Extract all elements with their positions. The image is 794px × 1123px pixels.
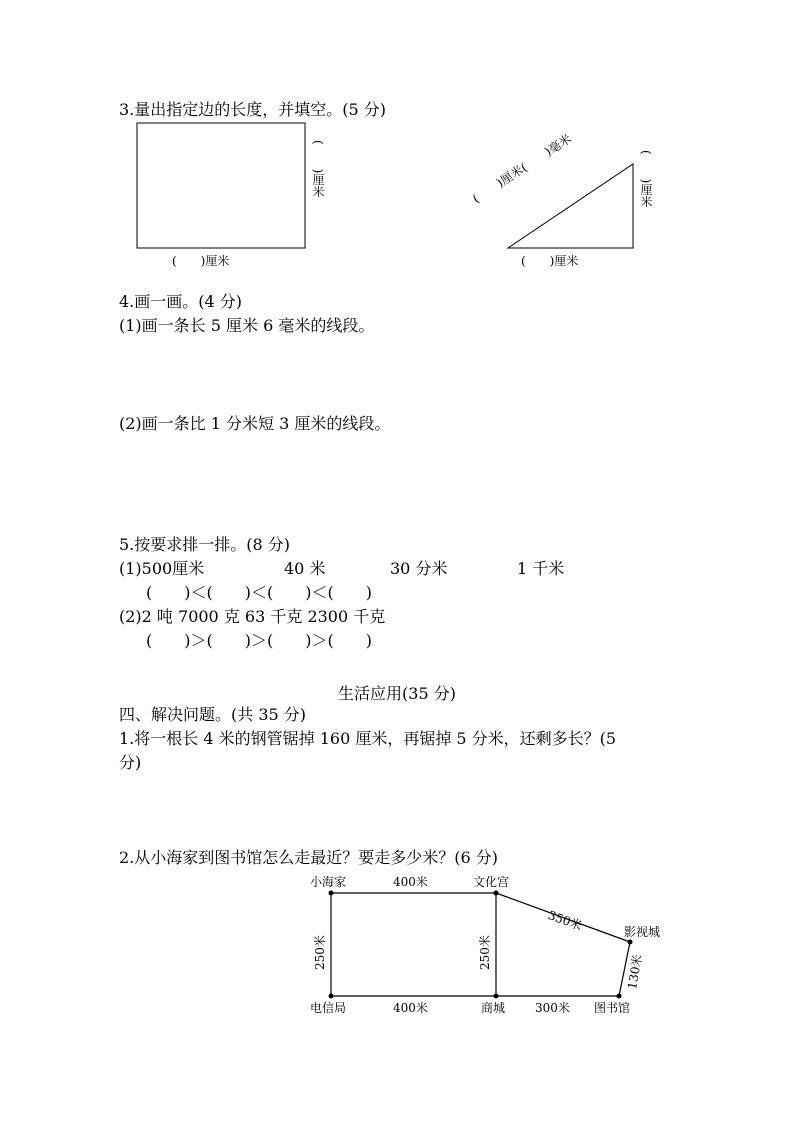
- label-library: 图书馆: [594, 1001, 631, 1015]
- label-d-home-palace: 400米: [393, 875, 428, 889]
- node-mall: [494, 994, 499, 999]
- q3-title: 3.量出指定边的长度，并填空。(5 分): [119, 100, 387, 119]
- label-d-palace-mall: 250米: [478, 935, 492, 970]
- q5-value-4: 1 千米: [517, 559, 565, 578]
- label-d-telecom-mall: 400米: [393, 1001, 428, 1015]
- label-d-palace-cinema: 350米: [546, 908, 584, 934]
- node-library: [617, 994, 622, 999]
- q5-item2-values: (2)2 吨 7000 克 63 千克 2300 千克: [119, 607, 386, 626]
- node-cinema: [628, 940, 633, 945]
- rect-bottom-blank[interactable]: ( )厘米: [172, 254, 230, 268]
- q5-item1-blanks[interactable]: ( )＜( )＜( )＜( ): [146, 583, 372, 602]
- q3-rectangle: [137, 123, 305, 248]
- tri-bottom-blank[interactable]: ( )厘米: [521, 254, 579, 268]
- tri-right-blank[interactable]: ( )厘米: [639, 150, 653, 208]
- label-mall: 商城: [481, 1001, 506, 1015]
- q4-title: 4.画一画。(4 分): [119, 292, 243, 311]
- node-home: [329, 891, 334, 896]
- label-cinema: 影视城: [624, 925, 661, 939]
- q4-item2: (2)画一条比 1 分米短 3 厘米的线段。: [119, 414, 391, 433]
- label-palace: 文化宫: [473, 875, 510, 889]
- q5-title: 5.按要求排一排。(8 分): [119, 535, 291, 554]
- q5-item2-blanks[interactable]: ( )＞( )＞( )＞( ): [146, 631, 372, 650]
- label-d-cinema-library: 130米: [625, 953, 645, 991]
- node-telecom: [329, 994, 334, 999]
- label-d-home-telecom: 250米: [313, 935, 327, 970]
- q5-value-1: (1)500厘米: [119, 559, 205, 578]
- rect-side-blank[interactable]: ( )厘米: [311, 140, 325, 198]
- problem1-line2: 分): [119, 753, 142, 772]
- q4-item1: (1)画一条长 5 厘米 6 毫米的线段。: [119, 316, 375, 335]
- q5-value-2: 40 米: [284, 559, 326, 578]
- node-palace: [494, 891, 499, 896]
- label-telecom: 电信局: [310, 1001, 347, 1015]
- label-home: 小海家: [310, 875, 347, 889]
- q3-triangle: [508, 164, 633, 248]
- tri-hyp-blank[interactable]: ( )厘米( )毫米: [470, 131, 574, 206]
- section-title: 生活应用(35 分): [338, 684, 456, 703]
- problem1-line1: 1.将一根长 4 米的钢管锯掉 160 厘米，再锯掉 5 分米，还剩多长？(5: [119, 729, 617, 748]
- q5-value-3: 30 分米: [390, 559, 448, 578]
- problem2-title: 2.从小海家到图书馆怎么走最近？要走多少米？(6 分): [119, 848, 499, 867]
- section-heading: 四、解决问题。(共 35 分): [119, 705, 307, 724]
- label-d-mall-library: 300米: [535, 1001, 570, 1015]
